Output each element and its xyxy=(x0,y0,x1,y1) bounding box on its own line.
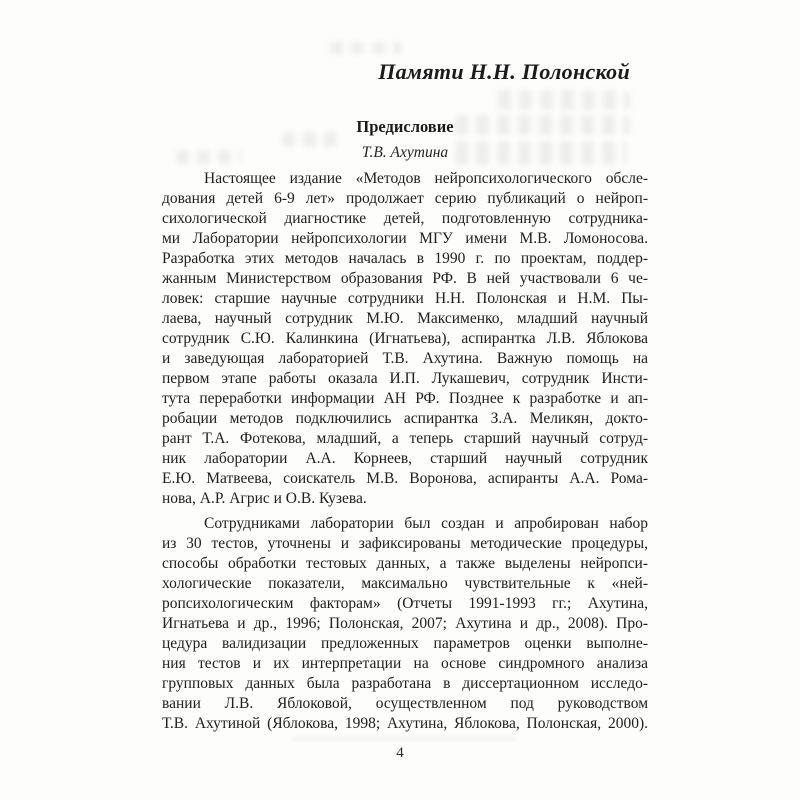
show-through-artifact xyxy=(292,737,517,741)
text-line: ник лаборатории А.А. Корнеев, старший научный сотрудник xyxy=(162,450,648,467)
text-line: робации методов подключились аспирантка З.А. Меликян, докто- xyxy=(162,410,648,427)
paragraph xyxy=(162,514,648,734)
text-line: Игнатьева и др., 1996; Полонская, 2007; Ахутина и др., 2008). Про- xyxy=(162,615,648,632)
text-line: Т.В. Ахутиной (Яблокова, 1998; Ахутина, Яблокова, Полонская, 2000). xyxy=(162,715,648,732)
text-line: нова, А.Р. Агрис и О.В. Кузева. xyxy=(162,490,367,507)
section-heading: Предисловие xyxy=(356,117,454,136)
text-line: и заведующая лабораторией Т.В. Ахутина. Важную помощь на xyxy=(162,350,648,367)
page-number: 4 xyxy=(396,745,404,761)
text-line: Разработка этих методов началась в 1990 г. по проектам, поддер- xyxy=(162,250,648,267)
text-line: Сотрудниками лаборатории был создан и апробирован набор xyxy=(204,515,648,532)
text-line: первом этапе работы оказала И.П. Лукашевич, сотрудник Инсти- xyxy=(162,370,648,387)
text-line: Е.Ю. Матвеева, соискатель М.В. Воронова, аспиранты А.А. Рома- xyxy=(162,470,648,487)
text-line: рант Т.А. Фотекова, младший, а теперь старший научный сотруд- xyxy=(162,430,648,447)
text-line: ния тестов и их интерпретации на основе синдромного анализа xyxy=(162,655,648,672)
text-line: способы обработки тестовых данных, а также выделены нейропси- xyxy=(162,555,648,572)
text-line: вании Л.В. Яблоковой, осуществленном под руководством xyxy=(162,695,648,712)
text-line: цедура валидизации предложенных параметров оценки выполне- xyxy=(162,635,648,652)
paragraph xyxy=(162,169,648,509)
text-line: ловек: старшие научные сотрудники Н.Н. Полонская и Н.М. Пы- xyxy=(162,290,648,307)
text-line: из 30 тестов, уточнены и зафиксированы методические процедуры, xyxy=(162,535,648,552)
dedication-title: Памяти Н.Н. Полонской xyxy=(378,59,630,84)
text-line: хологические показатели, максимально чувствительные к «ней- xyxy=(162,575,648,592)
text-line: дования детей 6-9 лет» продолжает серию публикаций о нейроп- xyxy=(162,190,648,207)
text-line: групповых данных была разработана в диссертационном исследо- xyxy=(162,675,648,692)
text-line: Настоящее издание «Методов нейропсихологического обсле- xyxy=(204,170,648,187)
author-name: Т.В. Ахутина xyxy=(361,144,449,161)
text-line: лаева, научный сотрудник М.Ю. Максименко, младший научный xyxy=(162,310,648,327)
show-through-artifact xyxy=(498,90,630,110)
text-line: тута переработки информации АН РФ. Позднее к разработке и ап- xyxy=(162,390,648,407)
show-through-artifact xyxy=(330,42,402,54)
text-line: сихологической диагностике детей, подготовленную сотрудника- xyxy=(162,210,648,227)
text-line: ропсихологическим факторам» (Отчеты 1991-1993 гг.; Ахутина, xyxy=(162,595,648,612)
text-line: сотрудник С.Ю. Калинкина (Игнатьева), аспирантка Л.В. Яблокова xyxy=(162,330,648,347)
text-line: ми Лаборатории нейропсихологии МГУ имени М.В. Ломоносова. xyxy=(162,230,648,247)
text-line: жанным Министерством образования РФ. В ней участвовали 6 че- xyxy=(162,270,648,287)
body-text xyxy=(162,169,648,734)
